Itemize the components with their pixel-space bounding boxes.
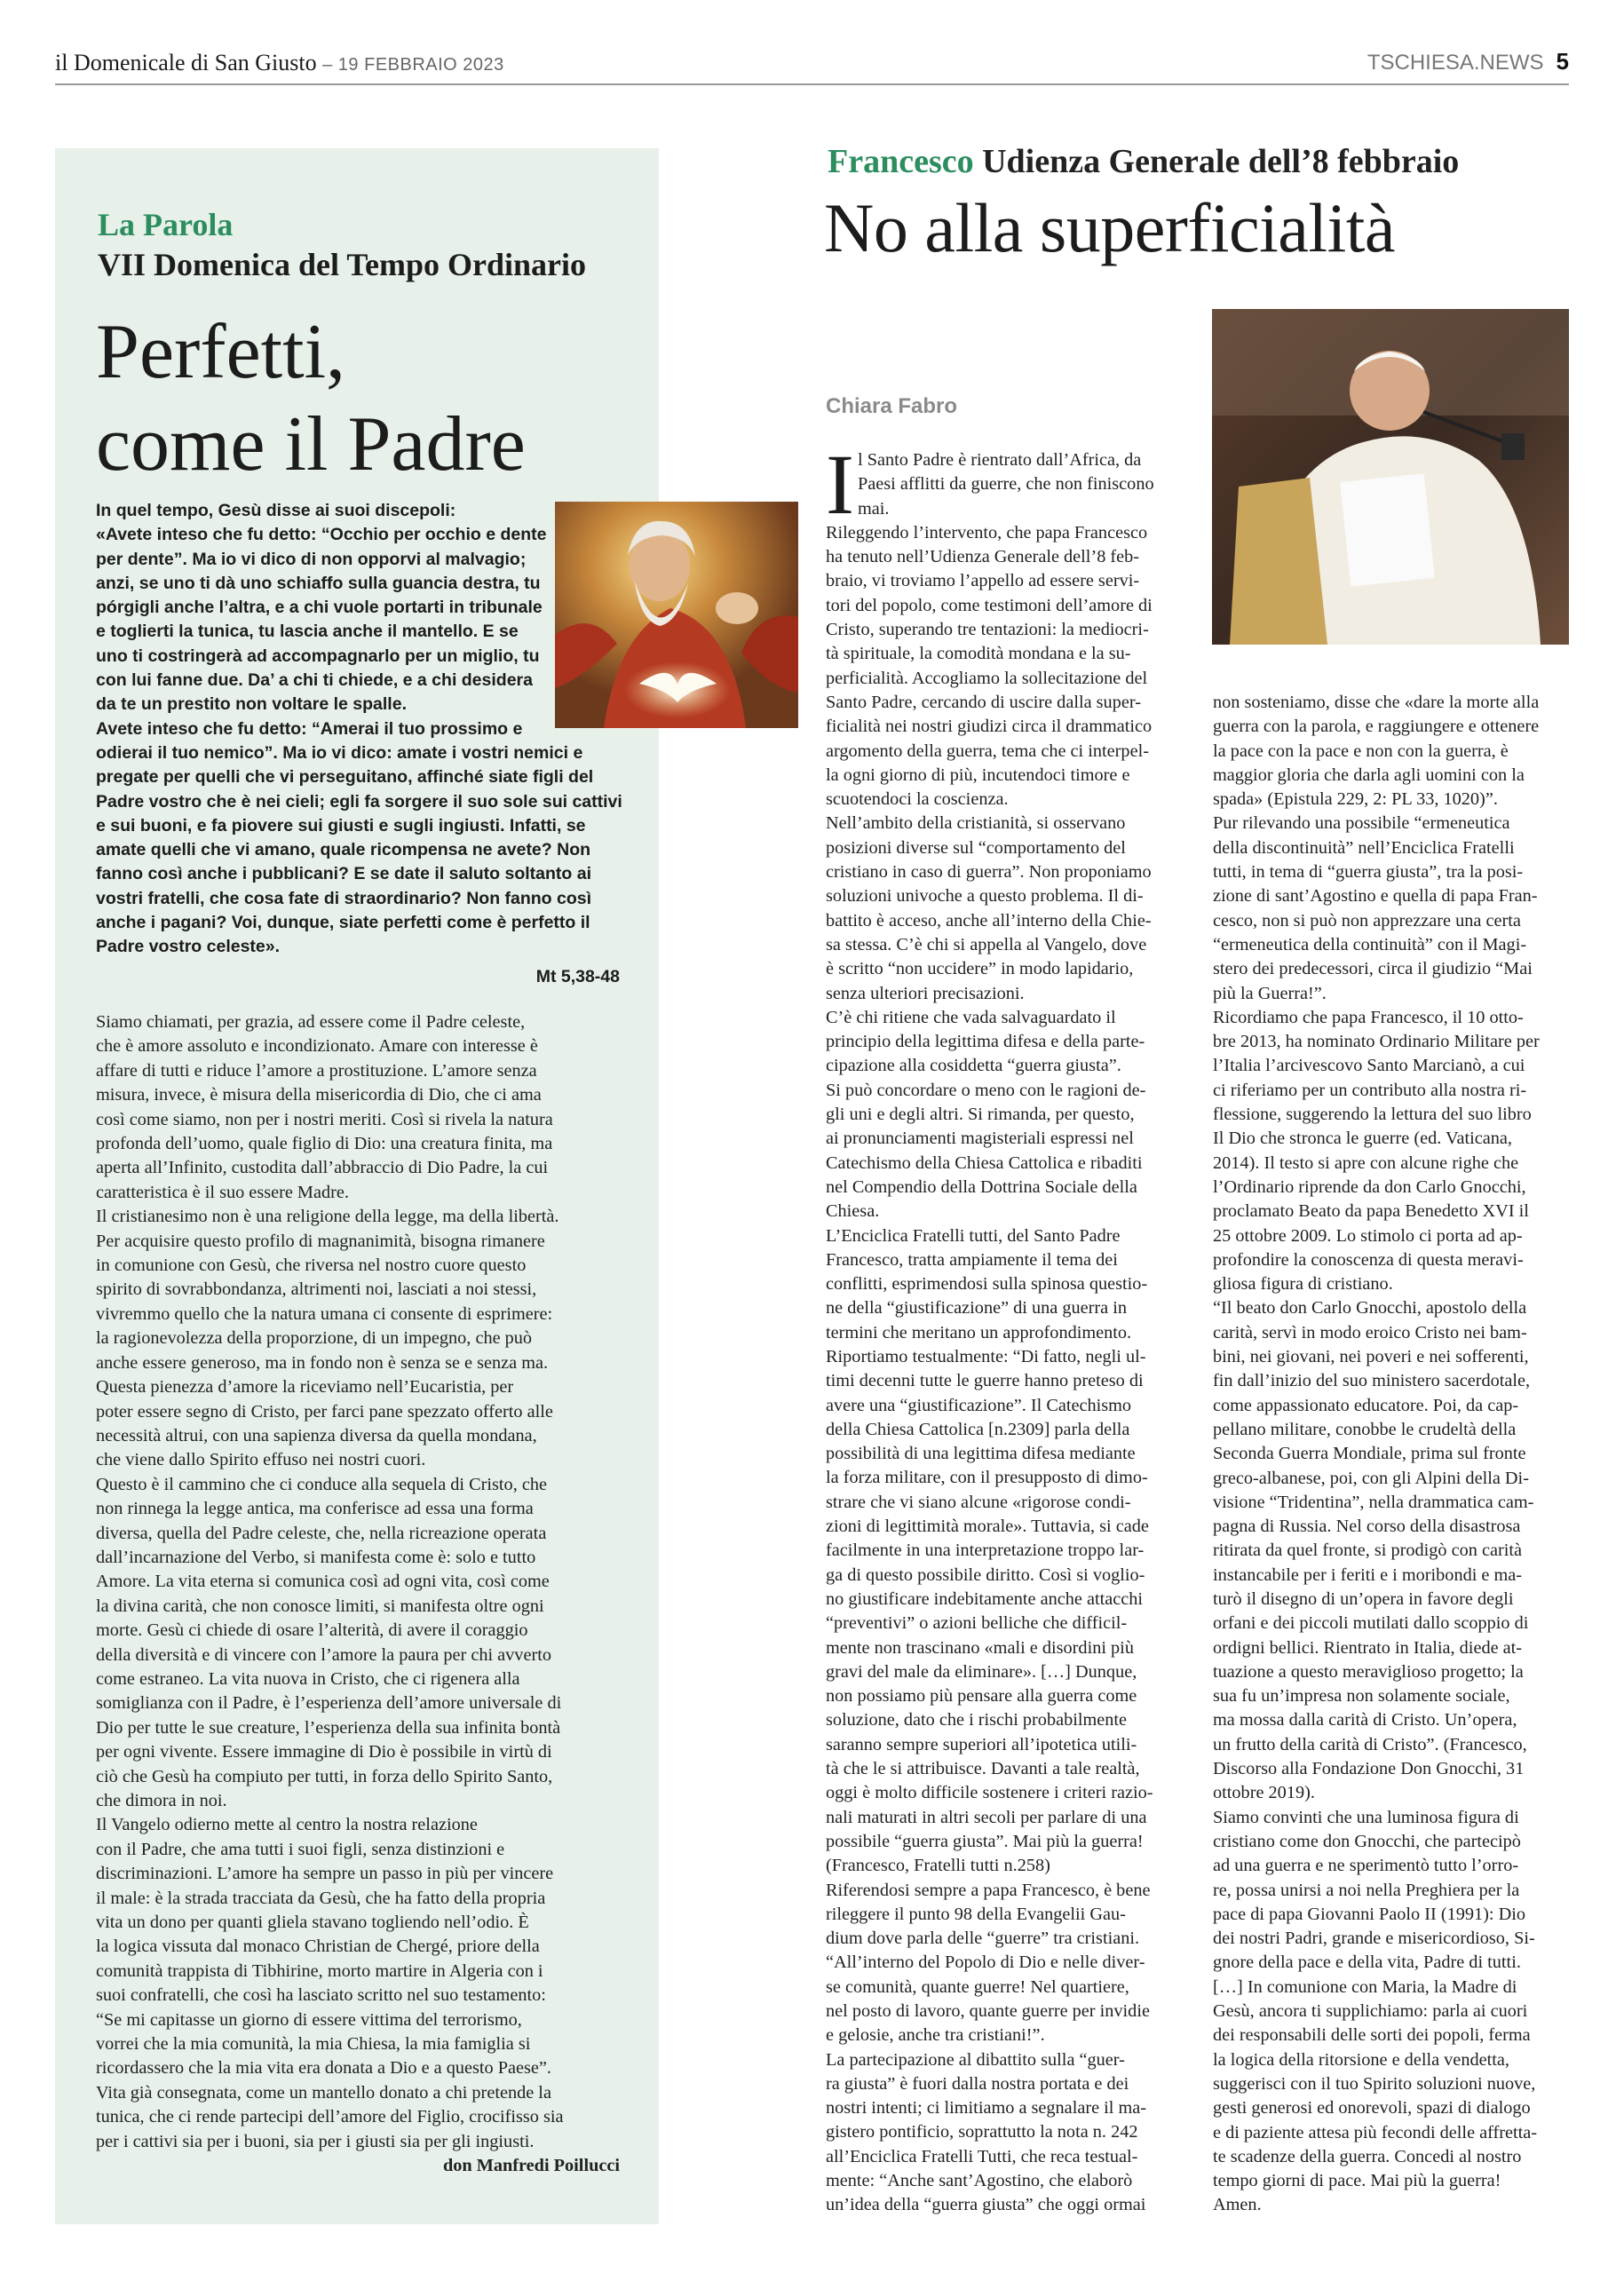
scripture-line: fanno così anche i pubblicani? E se date il saluto soltanto ai [96,864,592,884]
column-line: turò il disegno di un’opera in favore degli [1213,1588,1514,1609]
body-line: dall’incarnazione del Verbo, si manifesta come è: solo e tutto [96,1547,536,1567]
column-line: Si può concordare o meno con le ragioni de- [826,1080,1146,1100]
column-line: mente: “Anche sant’Agostino, che elaborò [826,2171,1133,2191]
column-line: no giustificare indebitamente anche attacchi [826,1588,1144,1609]
body-line: la logica vissuta dal monaco Christian de Chergé, priore della [96,1936,540,1957]
column-line: perficialità. Accogliamo la sollecitazione del [826,668,1148,688]
column-line: bini, nei giovani, nei poveri e nei sofferenti, [1213,1347,1529,1367]
column-line: la ogni giorno di più, incutendoci timore e [826,764,1130,785]
body-line: per ogni vivente. Essere immagine di Dio è possibile in virtù di [96,1742,552,1762]
column-line: della Chiesa Cattolica [n.2309] parla della [826,1419,1130,1439]
column-line: ottobre 2019). [1213,1783,1315,1803]
column-line: ficialità nei nostri giudizi circa il drammatico [826,717,1153,737]
column-line: La partecipazione al dibattito sulla “guer- [826,2049,1125,2070]
column-line: tempo giorni di pace. Mai più la guerra! [1213,2171,1501,2191]
body-line: Il Vangelo odierno mette al centro la nostra relazione [96,1815,478,1835]
column-line: è scritto “non uccidere” in modo lapidario, [826,959,1134,979]
body-line: così come siamo, non per i nostri meriti. Così si rivela la natura [96,1109,553,1129]
body-line: per i cattivi sia per i buoni, sia per i giusti sia per gli ingiusti. [96,2131,535,2151]
body-line: vita un dono per quanti gliela stavano togliendo nell’odio. È [96,1913,529,1933]
column-line: ritirata da quel fronte, si prodigò con carità [1213,1540,1523,1561]
left-kicker: La Parola [98,207,234,242]
column-line: un’idea della “guerra giusta” che oggi ormai [826,2195,1146,2215]
body-line: vorrei che la mia comunità, la mia Chiesa, la mia famiglia si [96,2034,531,2055]
column-line: visione “Tridentina”, nella drammatica cam- [1213,1492,1534,1512]
column-line: un frutto della carità di Cristo”. (Francesco, [1213,1734,1527,1754]
scripture-line: uno ti costringerà ad accompagnarlo per un miglio, tu [96,645,540,666]
column-line: della discontinuità” nell’Enciclica Fratelli [1213,837,1515,858]
issue-date: – 19 FEBBRAIO 2023 [322,55,504,75]
body-line: che è amore assoluto e incondizionato. Amare con interesse è [96,1036,538,1057]
right-article-column-2 [1213,691,1570,2218]
column-line: tà spirituale, la comodità mondana e la su- [826,644,1131,664]
column-line: gistero pontificio, soprattutto la nota n. 242 [826,2122,1138,2142]
column-line: ha tenuto nell’Udienza Generale dell’8 feb- [826,547,1140,567]
column-line: tà che le si attribuisce. Davanti a tale realtà, [826,1759,1140,1779]
column-line: fin dall’inizio del suo ministero sacerdotale, [1213,1371,1531,1391]
column-line: Riferendosi sempre a papa Francesco, è bene [826,1880,1151,1900]
scripture-line: anzi, se uno ti dà uno schiaffo sulla guancia destra, tu [96,573,541,593]
body-line: Questo è il cammino che ci conduce alla sequela di Cristo, che [96,1474,547,1494]
column-line: Paesi afflitti da guerre, che non finiscono [858,474,1154,495]
body-line: spirito di sovrabbondanza, altrimenti noi, lasciati a noi stessi, [96,1279,537,1300]
column-line: pagna di Russia. Nel corso della disastrosa [1213,1517,1521,1537]
left-title [96,306,526,491]
column-line: e di paziente attesa più fecondi delle affretta- [1213,2122,1538,2142]
signature: don Manfredi Poillucci [442,2156,620,2176]
column-line: “Il beato don Carlo Gnocchi, apostolo della [1213,1298,1527,1319]
column-line: Il Dio che stronca le guerre (ed. Vaticana, [1213,1129,1512,1149]
column-line: sa stessa. C’è chi si appella al Vangelo, dove [826,934,1147,954]
body-line: somiglianza con il Padre, è l’esperienza dell’amore universale di [96,1693,562,1714]
column-line: la forza militare, con il presupposto di dimo- [826,1468,1148,1488]
column-line: “preventivi” o azioni belliche che difficil- [826,1613,1128,1634]
column-line: bre 2013, ha nominato Ordinario Militare per [1213,1032,1540,1052]
body-line: la ragionevolezza della proporzione, di un impegno, che può [96,1328,533,1349]
column-line: carità, servì in modo eroico Cristo nei bam- [1213,1322,1527,1342]
column-line: conflitti, esprimendosi sulla spinosa questio- [826,1274,1148,1295]
column-line: “All’interno del Popolo di Dio e nelle diver- [826,1952,1145,1973]
column-line: senza ulteriori precisazioni. [826,983,1025,1003]
body-line: Siamo chiamati, per grazia, ad essere come il Padre celeste, [96,1012,526,1032]
scripture-line: e toglierti la tunica, tu lascia anche il mantello. E se [96,622,519,642]
column-line: pace di papa Giovanni Paolo II (1991): Dio [1213,1904,1526,1924]
column-line: Gesù, ancora ti supplichiamo: parla ai cuori [1213,2001,1528,2022]
left-subhead: VII Domenica del Tempo Ordinario [98,247,587,282]
column-line: l Santo Padre è rientrato dall’Africa, da [858,450,1142,470]
column-line: argomento della guerra, tema che ci interpel- [826,741,1149,761]
body-line: discriminazioni. L’amore ha sempre un passo in più per vincere [96,1864,554,1884]
author-byline: Chiara Fabro [826,394,958,418]
column-line: Santo Padre, cercando di uscire dalla super- [826,692,1141,712]
column-line: zione di sant’Agostino e quella di papa Fran- [1213,886,1538,907]
body-line: anche essere generoso, ma in fondo non è senza se e senza ma. [96,1352,549,1373]
body-line: ricordassero che la mia vita era donata a Dio e a questo Paese”. [96,2058,552,2079]
column-line: spada» (Epistula 229, 2: PL 33, 1020)”. [1213,789,1498,810]
body-line: comunità trappista di Tibhirine, morto martire in Algeria con i [96,1960,543,1981]
body-line: affare di tutti e riduce l’amore a prostituzione. L’amore senza [96,1060,537,1081]
body-line: morte. Gesù ci chiede di osare l’alterità, di avere il coraggio [96,1620,528,1641]
scripture-line: amate quelli che vi amano, quale ricompensa ne avete? Non [96,840,591,860]
body-line: che dimora in noi. [96,1791,227,1810]
left-title-line: Perfetti, [96,309,346,395]
column-line: non sosteniamo, disse che «dare la morte alla [1213,693,1540,712]
column-line: ci riferiamo per un contributo alla nostra ri- [1213,1080,1527,1100]
scripture-line: e sui buoni, e fa piovere sui giusti e sugli ingiusti. Infatti, se [96,815,586,836]
column-line: nel Compendio della Dottrina Sociale della [826,1176,1137,1197]
scripture-line: In quel tempo, Gesù disse ai suoi discepoli: [96,501,456,520]
column-line: Rileggendo l’intervento, che papa Francesco [826,522,1148,543]
body-line: non rinnega la legge antica, ma conferisce ad essa una forma [96,1499,534,1519]
right-kicker-rest: Udienza Generale dell’8 febbraio [973,143,1460,180]
column-line: profondire la conoscenza di questa meravi- [1213,1249,1524,1270]
column-line: cristiano come don Gnocchi, che partecipò [1213,1831,1521,1851]
scripture-line: anche i pagani? Voi, dunque, siate perfetti come è perfetto il [96,913,590,933]
column-line: gnore della pace e della vita, Padre di tutti. [1213,1952,1521,1973]
column-line: come appassionato educatore. Poi, da cap- [1213,1395,1519,1415]
column-line: strare che vi siano alcune «rigorose condi- [826,1492,1131,1512]
column-line: Riportiamo testualmente: “Di fatto, negli ul- [826,1346,1146,1366]
column-line: tori del popolo, come testimoni dell’amore di [826,595,1153,615]
scripture-line: Padre vostro che è nei cieli; egli fa sorgere il suo sole sui cattivi [96,791,622,812]
masthead-title: il Domenicale di San Giusto [55,50,317,75]
column-line: soluzione, dato che i rischi probabilmente [826,1710,1128,1730]
body-line: come estraneo. La vita nuova in Cristo, che ci rigenera alla [96,1668,520,1689]
column-line: ra giusta” è fuori dalla nostra portata e dei [826,2073,1129,2094]
column-line: facilmente in una interpretazione troppo lar- [826,1540,1145,1561]
scripture-line: vostri fratelli, che cosa fate di straordinario? Non fanno così [96,888,592,908]
body-line: Dio per tutte le sue creature, l’esperienza della sua infinita bontà [96,1717,561,1738]
body-line: Vita già consegnata, come un mantello donato a chi pretende la [96,2082,551,2103]
body-line: suoi confratelli, che così ha lasciato scritto nel suo testamento: [96,1985,546,2006]
column-line: gliosa figura di cristiano. [1213,1274,1393,1295]
column-line: maggior gloria che darla agli uomini con la [1213,764,1525,785]
painting-god-the-father [555,502,798,728]
column-line: braio, vi troviamo l’appello ad essere servi- [826,571,1140,591]
column-line: re, possa unirsi a noi nella Preghiera per la [1213,1880,1520,1900]
right-kicker [828,142,1459,181]
scripture-line: per dente”. Ma io vi dico di non opporvi al malvagio; [96,549,527,569]
column-line: […] In comunione con Maria, la Madre di [1213,1976,1517,1997]
column-line: rileggere il punto 98 della Evangelii Gau- [826,1904,1126,1924]
column-line: mai. [858,498,890,519]
column-line: principio della legittima difesa e della parte- [826,1032,1145,1052]
column-line: guerra con la parola, e raggiungere e ottenere [1213,717,1540,737]
column-line: instancabile per i feriti e i moribondi e ma- [1213,1564,1523,1585]
column-line: sua fu un’impresa non solamente sociale, [1213,1686,1510,1707]
column-line: Francesco, tratta ampiamente il tema dei [826,1249,1118,1270]
column-line: possibilità di una legittima difesa mediante [826,1444,1136,1464]
column-line: L’Enciclica Fratelli tutti, del Santo Padre [826,1225,1121,1246]
site-link[interactable]: TSCHIESA.NEWS [1367,51,1544,75]
column-line: termini che meritano un approfondimento. [826,1322,1132,1342]
body-line: caratteristica è il suo essere Madre. [96,1182,349,1202]
drop-cap: I [826,437,854,532]
column-line: Ricordiamo che papa Francesco, il 10 otto- [1213,1007,1524,1027]
column-line: Pur rilevando una possibile “ermeneutica [1213,813,1510,834]
masthead [55,50,504,76]
left-title-line: come il Padre [96,401,526,487]
scripture-line: con lui fanne due. Da’ a chi ti chiede, e a chi desidera [96,670,533,691]
column-line: non possiamo più pensare alla guerra come [826,1686,1137,1707]
column-line: se comunità, quante guerre! Nel quartiere, [826,1976,1129,1997]
column-line: dei responsabili delle sorti dei popoli, ferma [1213,2025,1531,2046]
body-line: Per acquisire questo profilo di magnanimità, bisogna rimanere [96,1231,545,1251]
column-line: soluzioni univoche a questo problema. Il di- [826,886,1144,907]
body-line: diversa, quella del Padre celeste, che, nella ricreazione operata [96,1523,547,1543]
body-line: ciò che Gesù ha compiuto per tutti, in forza dello Spirito Santo, [96,1766,553,1786]
column-line: 2014). Il testo si apre con alcune righe che [1213,1152,1519,1173]
column-line: gesti generosi ed onorevoli, spazi di dialogo [1213,2098,1531,2119]
column-line: suggerisci con il tuo Spirito soluzioni nuove, [1213,2073,1536,2094]
page-number: 5 [1556,48,1569,75]
column-line: proclamato Beato da papa Benedetto XVI il [1213,1201,1529,1222]
column-line: l’Ordinario riprende da don Carlo Gnocchi, [1213,1176,1526,1197]
body-line: con il Padre, che ama tutti i suoi figli, senza distinzioni e [96,1839,505,1859]
column-line: mente non trascinano «mali e disordini più [826,1637,1134,1658]
column-line: tutti, in tema di “guerra giusta”, tra la posi- [1213,862,1524,883]
body-line: “Se mi capitasse un giorno di essere vittima del terrorismo, [96,2009,522,2030]
column-line: battito è acceso, anche all’interno della Chie- [826,910,1152,931]
column-line: dei nostri Padri, grande e misericordioso, Si- [1213,1928,1535,1949]
column-line: Seconda Guerra Mondiale, prima sul fronte [1213,1444,1526,1464]
body-line: il male: è la strada tracciata da Gesù, che ha fatto della propria [96,1888,546,1908]
scripture-reference: Mt 5,38-48 [535,966,620,986]
column-line: te scadenze della guerra. Concedi al nostro [1213,2146,1522,2166]
scripture-line: da te un prestito non voltare le spalle. [96,694,407,715]
column-line: oggi è molto difficile sostenere i criteri razio- [826,1783,1153,1803]
column-line: Cristo, superando tre tentazioni: la mediocri- [826,620,1149,640]
column-line: timi decenni tutte le guerre hanno preteso di [826,1371,1144,1391]
scripture-line: Avete inteso che fu detto: “Amerai il tuo prossimo e [96,718,523,739]
column-line: l’Italia l’arcivescovo Santo Marcianò, a cui [1213,1056,1525,1076]
body-line: necessità altrui, con una sapienza diversa da quella mondana, [96,1425,537,1445]
scripture-passage [96,499,620,989]
body-line: profonda dell’uomo, quale figlio di Dio: una creatura finita, ma [96,1134,553,1154]
right-kicker-name: Francesco [828,143,974,180]
column-line: gli uni e degli altri. Si rimanda, per questo, [826,1105,1135,1125]
body-line: Questa pienezza d’amore la riceviamo nell’Eucaristia, per [96,1377,514,1398]
column-line: 25 ottobre 2009. Lo stimolo ci porta ad ap- [1213,1225,1523,1246]
column-line: gravi del male da eliminare». […] Dunque, [826,1661,1137,1682]
column-line: ai pronunciamenti magisteriali espressi nel [826,1129,1134,1149]
header-rule [55,83,1569,85]
scripture-line: pregate per quelli che vi perseguitano, affinché siate figli del [96,767,594,788]
column-line: dium dove parla delle “guerre” tra cristiani. [826,1928,1140,1949]
body-line: la divina carità, che non conosce limiti, si manifesta oltre ogni [96,1596,544,1616]
column-line: cesco, non si può non apprezzare una certa [1213,910,1521,931]
column-line: nali maturati in altri secoli per parlare di una [826,1807,1147,1827]
column-line: all’Enciclica Fratelli Tutti, che reca testual- [826,2146,1138,2166]
column-line: (Francesco, Fratelli tutti n.258) [826,1856,1050,1876]
header-right [1367,48,1569,75]
column-line: e gelosie, anche tra cristiani!”. [826,2025,1045,2046]
scripture-line: odierai il tuo nemico”. Ma io vi dico: amate i vostri nemici e [96,742,583,763]
column-line: zioni di legittimità morale». Tuttavia, si cade [826,1517,1149,1537]
left-article-body [96,1010,620,2179]
scripture-line: Padre vostro celeste». [96,937,281,957]
column-line: Nell’ambito della cristianità, si osservano [826,813,1126,834]
column-line: “ermeneutica della continuità” con il Magi- [1213,934,1527,954]
column-line: la pace con la pace e non con la guerra, è [1213,741,1509,761]
column-line: ga di questo possibile diritto. Così si voglio- [826,1564,1145,1585]
right-article-column-1 [826,448,1190,2218]
column-line: pellano militare, conobbe le crudeltà della [1213,1419,1517,1439]
body-line: misura, invece, è misura della misericordia di Dio, che ci ama [96,1085,542,1105]
body-line: Amore. La vita eterna si comunica così ad ogni vita, così come [96,1572,550,1592]
scripture-line: pórgigli anche l’altra, e a chi vuole portarti in tribunale [96,598,543,618]
column-line: flessione, suggerendo la lettura del suo libro [1213,1105,1532,1125]
body-line: vivremmo quello che la natura umana ci consente di esprimere: [96,1303,553,1324]
column-line: nel posto di lavoro, quante guerre per invidie [826,2001,1150,2021]
column-line: scuotendoci la coscienza. [826,789,1009,810]
column-line: ne della “giustificazione” di una guerra in [826,1298,1127,1319]
column-line: greco-albanese, poi, con gli Alpini della Di- [1213,1468,1529,1488]
photo-pope-francis [1212,309,1569,645]
column-line: nostri intenti; ci limitiamo a segnalare il ma- [826,2098,1147,2119]
column-line: ma mossa dalla carità di Cristo. Un’opera, [1213,1710,1517,1730]
body-line: poter essere segno di Cristo, per farci pane spezzato offerto alle [96,1401,553,1422]
body-line: aperta all’Infinito, custodita dall’abbraccio di Dio Padre, la cui [96,1158,549,1178]
column-line: saranno sempre superiori all’ipotetica utili- [826,1734,1137,1754]
body-line: che viene dallo Spirito effuso nei nostri cuori. [96,1450,426,1470]
column-line: cipazione alla cosiddetta “guerra giusta”. [826,1056,1121,1076]
column-line: ad una guerra e ne sperimentò tutto l’orro- [1213,1856,1519,1876]
body-line: della diversità e di vincere con l’amore la paura per chi avverto [96,1644,551,1665]
column-line: più la Guerra!”. [1213,983,1327,1003]
column-line: la logica della ritorsione e della vendetta, [1213,2049,1509,2070]
column-line: avere una “giustificazione”. Il Catechismo [826,1395,1132,1415]
column-line: posizioni diverse sul “comportamento del [826,837,1126,858]
column-line: Chiesa. [826,1201,880,1222]
column-line: Amen. [1213,2195,1262,2215]
column-line: C’è chi ritiene che vada salvaguardato il [826,1007,1116,1027]
body-line: in comunione con Gesù, che riversa nel nostro cuore questo [96,1255,527,1276]
column-line: Siamo convinti che una luminosa figura di [1213,1807,1519,1827]
column-line: tuazione a questo meraviglioso progetto; la [1213,1661,1524,1682]
column-line: Catechismo della Chiesa Cattolica e ribaditi [826,1152,1143,1173]
column-line: cristiano in caso di guerra”. Non proponiamo [826,862,1152,883]
column-line: orfani e dei piccoli mutilati dallo scoppio di [1213,1613,1529,1634]
body-line: Il cristianesimo non è una religione della legge, ma della libertà. [96,1207,559,1227]
body-line: tunica, che ci rende partecipi dell’amore del Figlio, crocifisso sia [96,2107,564,2127]
right-title: No alla superficialità [824,189,1396,266]
column-line: stero dei predecessori, circa il giudizio “Mai [1213,959,1533,979]
column-line: possibile “guerra giusta”. Mai più la guerra! [826,1831,1144,1851]
column-line: Discorso alla Fondazione Don Gnocchi, 31 [1213,1759,1525,1779]
column-line: ordigni bellici. Rientrato in Italia, diede at- [1213,1637,1523,1658]
scripture-line: «Avete inteso che fu detto: “Occhio per occhio e dente [96,525,547,545]
